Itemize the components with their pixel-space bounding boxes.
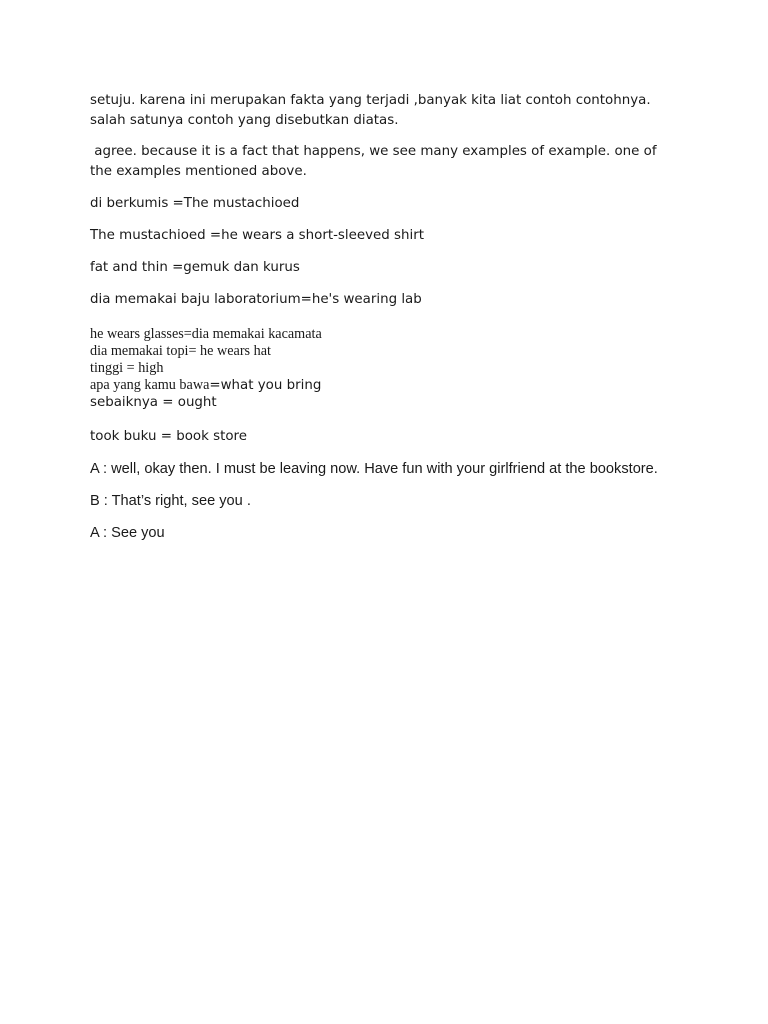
document-page: [90, 91, 678, 543]
paragraph-berkumis: di berkumis =The mustachioed: [90, 196, 300, 211]
paragraph-english-opinion: agree. because it is a fact that happens, we see many examples of example. one of the examples mentioned above.: [90, 144, 661, 179]
paragraph-indonesian-opinion: setuju. karena ini merupakan fakta yang terjadi ,banyak kita liat contoh contohnya. salah satunya contoh yang disebutkan diatas.: [90, 93, 651, 128]
vocab-line-bawa: [90, 377, 678, 394]
dialogue-line-a1: A : well, okay then. I must be leaving now. Have fun with your girlfriend at the bookstore.: [90, 461, 658, 477]
paragraph-mustachioed: The mustachioed =he wears a short-sleeved shirt: [90, 228, 424, 243]
vocab-line-sebaiknya: sebaiknya = ought: [90, 395, 217, 410]
dialogue-line-b1: B : That’s right, see you .: [90, 493, 251, 509]
vocab-line-tinggi: tinggi = high: [90, 360, 164, 376]
paragraph-lab: dia memakai baju laboratorium=he's wearing lab: [90, 292, 422, 307]
vocab-line-glasses: he wears glasses=dia memakai kacamata: [90, 326, 322, 342]
vocab-line-hat: dia memakai topi= he wears hat: [90, 343, 271, 359]
vocab-line-bawa-tail: =what you bring: [209, 378, 322, 393]
paragraph-took-buku: took buku = book store: [90, 429, 247, 444]
dialogue-line-a2: A : See you: [90, 525, 165, 541]
paragraph-fat-thin: fat and thin =gemuk dan kurus: [90, 260, 300, 275]
vocab-line-bawa-head: apa yang kamu bawa: [90, 377, 210, 393]
vocabulary-block: [90, 326, 678, 411]
